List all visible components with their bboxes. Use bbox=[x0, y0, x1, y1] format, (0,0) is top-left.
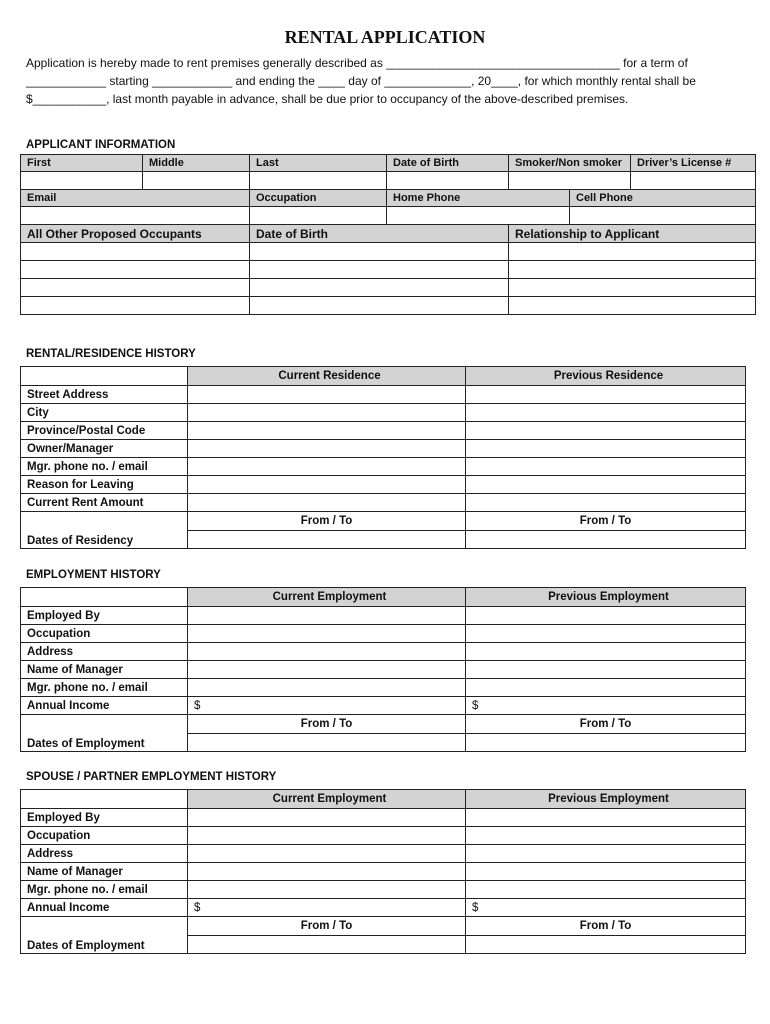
spouse-current-dates-cell[interactable] bbox=[188, 917, 466, 954]
last-name-field[interactable] bbox=[250, 172, 387, 190]
from-to-label: From / To bbox=[466, 512, 745, 531]
spouse-current-occupation-field[interactable] bbox=[188, 827, 466, 845]
occupants-label: All Other Proposed Occupants bbox=[21, 225, 250, 243]
dollar-sign: $ bbox=[472, 901, 479, 914]
dollar-sign: $ bbox=[194, 699, 201, 712]
spouse-previous-address-field[interactable] bbox=[466, 845, 746, 863]
occupant-name-field[interactable] bbox=[21, 297, 250, 315]
smoker-label: Smoker/Non smoker bbox=[509, 155, 631, 172]
current-residence-rent-field[interactable] bbox=[188, 494, 466, 512]
home-phone-field[interactable] bbox=[387, 207, 570, 225]
email-field[interactable] bbox=[21, 207, 250, 225]
form-title: RENTAL APPLICATION bbox=[284, 27, 486, 47]
intro-line-1: Application is hereby made to rent premises generally described as ___________________________________ for a term of bbox=[26, 56, 688, 70]
email-label: Email bbox=[21, 190, 250, 207]
spouse-current-employment-header: Current Employment bbox=[188, 790, 466, 809]
previous-employment-dates-cell[interactable] bbox=[466, 715, 746, 752]
rental-history-section-title: RENTAL/RESIDENCE HISTORY bbox=[26, 348, 196, 360]
previous-residence-rent-field[interactable] bbox=[466, 494, 746, 512]
corner-cell bbox=[21, 588, 188, 607]
row-label: Address bbox=[21, 643, 188, 661]
previous-address-field[interactable] bbox=[466, 643, 746, 661]
previous-residence-owner-field[interactable] bbox=[466, 440, 746, 458]
occupant-relationship-field[interactable] bbox=[509, 243, 756, 261]
previous-residence-city-field[interactable] bbox=[466, 404, 746, 422]
previous-residence-dates-field[interactable] bbox=[466, 531, 745, 548]
row-label: Reason for Leaving bbox=[21, 476, 188, 494]
previous-residence-dates-cell[interactable] bbox=[466, 512, 746, 549]
current-residence-city-field[interactable] bbox=[188, 404, 466, 422]
spouse-current-employer-field[interactable] bbox=[188, 809, 466, 827]
middle-name-field[interactable] bbox=[143, 172, 250, 190]
row-label: Occupation bbox=[21, 827, 188, 845]
spouse-current-manager-field[interactable] bbox=[188, 863, 466, 881]
from-to-label: From / To bbox=[188, 715, 465, 734]
intro-line-2: ____________ starting ____________ and ending the ____ day of _____________, 20____, for which monthly rental shall be bbox=[26, 74, 696, 88]
spouse-previous-dates-field[interactable] bbox=[466, 936, 745, 953]
current-mgr-phone-field[interactable] bbox=[188, 679, 466, 697]
occupant-dob-field[interactable] bbox=[250, 243, 509, 261]
occupant-relationship-field[interactable] bbox=[509, 261, 756, 279]
current-occupation-field[interactable] bbox=[188, 625, 466, 643]
first-name-label: First bbox=[21, 155, 143, 172]
previous-employment-header: Previous Employment bbox=[466, 588, 746, 607]
row-label: Current Rent Amount bbox=[21, 494, 188, 512]
row-label: Name of Manager bbox=[21, 863, 188, 881]
dates-of-employment-label: Dates of Employment bbox=[21, 715, 188, 752]
previous-residence-reason-field[interactable] bbox=[466, 476, 746, 494]
cell-phone-label: Cell Phone bbox=[570, 190, 756, 207]
current-residence-header: Current Residence bbox=[188, 367, 466, 386]
applicant-section-title: APPLICANT INFORMATION bbox=[26, 139, 176, 151]
current-residence-phone-field[interactable] bbox=[188, 458, 466, 476]
last-name-label: Last bbox=[250, 155, 387, 172]
dates-of-residency-label: Dates of Residency bbox=[21, 512, 188, 549]
spouse-current-dates-field[interactable] bbox=[188, 936, 465, 953]
spouse-previous-occupation-field[interactable] bbox=[466, 827, 746, 845]
previous-manager-field[interactable] bbox=[466, 661, 746, 679]
relationship-label: Relationship to Applicant bbox=[509, 225, 756, 243]
row-label: Name of Manager bbox=[21, 661, 188, 679]
row-label: Employed By bbox=[21, 809, 188, 827]
employment-section-title: EMPLOYMENT HISTORY bbox=[26, 569, 161, 581]
annual-income-label: Annual Income bbox=[21, 697, 188, 715]
row-label: Street Address bbox=[21, 386, 188, 404]
occupation-field[interactable] bbox=[250, 207, 387, 225]
previous-income-field[interactable] bbox=[466, 697, 746, 715]
corner-cell bbox=[21, 790, 188, 809]
current-address-field[interactable] bbox=[188, 643, 466, 661]
smoker-field[interactable] bbox=[509, 172, 631, 190]
row-label: Mgr. phone no. / email bbox=[21, 458, 188, 476]
cell-phone-field[interactable] bbox=[570, 207, 756, 225]
spouse-previous-employment-header: Previous Employment bbox=[466, 790, 746, 809]
occupants-dob-label: Date of Birth bbox=[250, 225, 509, 243]
current-employer-field[interactable] bbox=[188, 607, 466, 625]
dollar-sign: $ bbox=[472, 699, 479, 712]
spouse-previous-dates-cell[interactable] bbox=[466, 917, 746, 954]
corner-cell bbox=[21, 367, 188, 386]
spouse-employment-table bbox=[20, 789, 746, 954]
current-residence-street-field[interactable] bbox=[188, 386, 466, 404]
row-label: Mgr. phone no. / email bbox=[21, 881, 188, 899]
from-to-label: From / To bbox=[188, 512, 465, 531]
row-label: Occupation bbox=[21, 625, 188, 643]
occupant-relationship-field[interactable] bbox=[509, 297, 756, 315]
occupation-label: Occupation bbox=[250, 190, 387, 207]
date-of-birth-label: Date of Birth bbox=[387, 155, 509, 172]
spouse-current-mgr-phone-field[interactable] bbox=[188, 881, 466, 899]
spouse-previous-employer-field[interactable] bbox=[466, 809, 746, 827]
spouse-previous-mgr-phone-field[interactable] bbox=[466, 881, 746, 899]
current-employment-dates-field[interactable] bbox=[188, 734, 465, 751]
home-phone-label: Home Phone bbox=[387, 190, 570, 207]
previous-residence-postal-field[interactable] bbox=[466, 422, 746, 440]
dates-of-employment-label: Dates of Employment bbox=[21, 917, 188, 954]
previous-occupation-field[interactable] bbox=[466, 625, 746, 643]
current-income-field[interactable] bbox=[188, 697, 466, 715]
previous-mgr-phone-field[interactable] bbox=[466, 679, 746, 697]
applicant-table bbox=[20, 154, 756, 315]
drivers-license-field[interactable] bbox=[631, 172, 756, 190]
middle-name-label: Middle bbox=[143, 155, 250, 172]
previous-employer-field[interactable] bbox=[466, 607, 746, 625]
row-label: Employed By bbox=[21, 607, 188, 625]
previous-residence-phone-field[interactable] bbox=[466, 458, 746, 476]
current-manager-field[interactable] bbox=[188, 661, 466, 679]
from-to-label: From / To bbox=[466, 917, 745, 936]
rental-history-table bbox=[20, 366, 746, 549]
drivers-license-label: Driver’s License # bbox=[631, 155, 756, 172]
previous-residence-street-field[interactable] bbox=[466, 386, 746, 404]
row-label: City bbox=[21, 404, 188, 422]
current-residence-dates-field[interactable] bbox=[188, 531, 465, 548]
row-label: Address bbox=[21, 845, 188, 863]
current-residence-reason-field[interactable] bbox=[188, 476, 466, 494]
occupant-relationship-field[interactable] bbox=[509, 279, 756, 297]
first-name-field[interactable] bbox=[21, 172, 143, 190]
from-to-label: From / To bbox=[188, 917, 465, 936]
spouse-previous-manager-field[interactable] bbox=[466, 863, 746, 881]
row-label: Mgr. phone no. / email bbox=[21, 679, 188, 697]
date-of-birth-field[interactable] bbox=[387, 172, 509, 190]
employment-table bbox=[20, 587, 746, 752]
occupant-name-field[interactable] bbox=[21, 279, 250, 297]
spouse-employment-section-title: SPOUSE / PARTNER EMPLOYMENT HISTORY bbox=[26, 771, 277, 783]
previous-residence-header: Previous Residence bbox=[466, 367, 746, 386]
spouse-previous-income-field[interactable] bbox=[466, 899, 746, 917]
current-employment-header: Current Employment bbox=[188, 588, 466, 607]
annual-income-label: Annual Income bbox=[21, 899, 188, 917]
row-label: Province/Postal Code bbox=[21, 422, 188, 440]
occupant-name-field[interactable] bbox=[21, 261, 250, 279]
spouse-current-income-field[interactable] bbox=[188, 899, 466, 917]
current-residence-dates-cell[interactable] bbox=[188, 512, 466, 549]
previous-employment-dates-field[interactable] bbox=[466, 734, 745, 751]
occupant-dob-field[interactable] bbox=[250, 279, 509, 297]
occupant-dob-field[interactable] bbox=[250, 297, 509, 315]
spouse-current-address-field[interactable] bbox=[188, 845, 466, 863]
current-residence-owner-field[interactable] bbox=[188, 440, 466, 458]
row-label: Owner/Manager bbox=[21, 440, 188, 458]
current-residence-postal-field[interactable] bbox=[188, 422, 466, 440]
intro-line-3: $___________, last month payable in advance, shall be due prior to occupancy of the above-described premises. bbox=[26, 92, 629, 106]
dollar-sign: $ bbox=[194, 901, 201, 914]
from-to-label: From / To bbox=[466, 715, 745, 734]
occupant-name-field[interactable] bbox=[21, 243, 250, 261]
occupant-dob-field[interactable] bbox=[250, 261, 509, 279]
current-employment-dates-cell[interactable] bbox=[188, 715, 466, 752]
